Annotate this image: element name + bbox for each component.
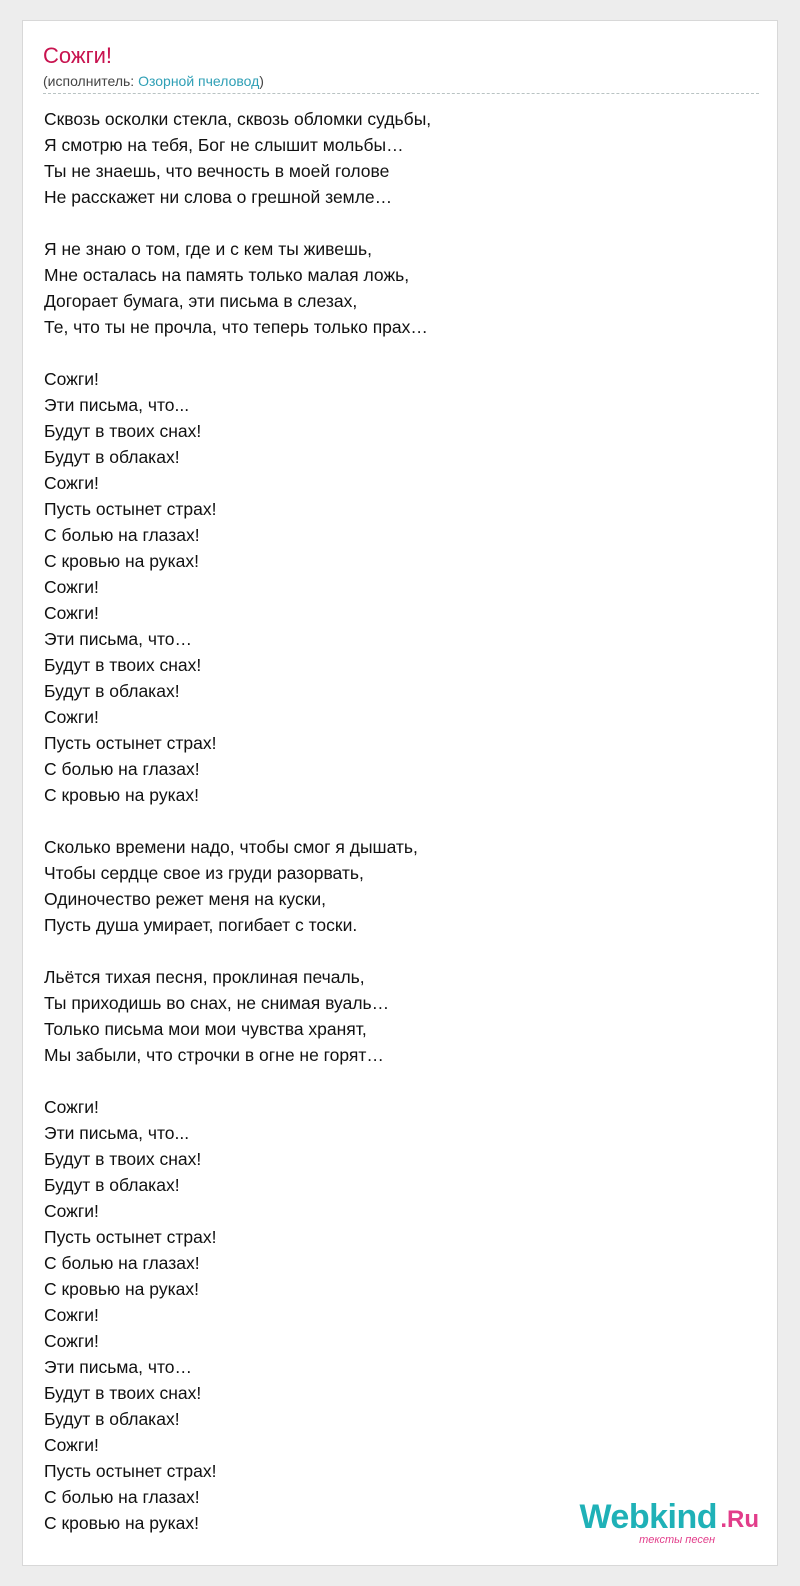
lyric-line: Будут в твоих снах! xyxy=(44,655,202,675)
stanza xyxy=(44,366,757,808)
lyric-line: Эти письма, что… xyxy=(44,629,193,649)
lyric-line: Сожги! xyxy=(44,1305,99,1325)
stanza xyxy=(44,106,757,210)
lyric-line: С кровью на руках! xyxy=(44,785,199,805)
lyric-line: Пусть остынет страх! xyxy=(44,1461,217,1481)
lyric-line: Сколько времени надо, чтобы смог я дышать, xyxy=(44,837,418,857)
lyric-line: Ты приходишь во снах, не снимая вуаль… xyxy=(44,993,390,1013)
logo-wordmark: Webkind xyxy=(579,1498,717,1536)
lyric-line: Одиночество режет меня на куски, xyxy=(44,889,327,909)
lyric-line: Пусть остынет страх! xyxy=(44,1227,217,1247)
lyric-line: Будут в облаках! xyxy=(44,1175,180,1195)
lyrics-text xyxy=(44,106,757,1562)
song-title: Сожги! xyxy=(43,43,113,68)
lyric-line: Сожги! xyxy=(44,1435,99,1455)
lyric-line: С кровью на руках! xyxy=(44,1513,199,1533)
lyric-line: Мне осталась на память только малая ложь, xyxy=(44,265,410,285)
site-logo[interactable] xyxy=(569,1497,759,1547)
lyrics-card xyxy=(22,20,778,1566)
stanza xyxy=(44,236,757,340)
lyric-line: Ты не знаешь, что вечность в моей голове xyxy=(44,161,390,181)
title-divider xyxy=(43,93,759,94)
lyric-line: Только письма мои мои чувства хранят, xyxy=(44,1019,367,1039)
lyric-line: С болью на глазах! xyxy=(44,525,200,545)
lyric-line: Сожги! xyxy=(44,1097,99,1117)
lyric-line: Те, что ты не прочла, что теперь только прах… xyxy=(44,317,428,337)
lyric-line: Будут в облаках! xyxy=(44,1409,180,1429)
lyric-line: Эти письма, что... xyxy=(44,395,190,415)
lyric-line: Будут в твоих снах! xyxy=(44,421,202,441)
stanza xyxy=(44,964,757,1068)
lyric-line: С кровью на руках! xyxy=(44,1279,199,1299)
lyric-line: Эти письма, что… xyxy=(44,1357,193,1377)
lyric-line: Догорает бумага, эти письма в слезах, xyxy=(44,291,358,311)
lyric-line: Пусть душа умирает, погибает с тоски. xyxy=(44,915,358,935)
lyric-line: Я смотрю на тебя, Бог не слышит мольбы… xyxy=(44,135,404,155)
lyric-line: Будут в твоих снах! xyxy=(44,1383,202,1403)
lyric-line: Сожги! xyxy=(44,1201,99,1221)
lyric-line: Эти письма, что... xyxy=(44,1123,190,1143)
lyric-line: Пусть остынет страх! xyxy=(44,733,217,753)
performer-link[interactable]: Озорной пчеловод xyxy=(138,73,260,89)
lyric-line: Будут в твоих снах! xyxy=(44,1149,202,1169)
lyric-line: Льётся тихая песня, проклиная печаль, xyxy=(44,967,365,987)
logo-domain: .Ru xyxy=(720,1506,759,1533)
lyric-line: Сожги! xyxy=(44,603,99,623)
lyric-line: Чтобы сердце свое из груди разорвать, xyxy=(44,863,364,883)
lyric-line: Сожги! xyxy=(44,577,99,597)
lyric-line: Я не знаю о том, где и с кем ты живешь, xyxy=(44,239,372,259)
stanza xyxy=(44,834,757,938)
lyric-line: Сквозь осколки стекла, сквозь обломки судьбы, xyxy=(44,109,432,129)
lyric-line: Сожги! xyxy=(44,1331,99,1351)
lyric-line: Пусть остынет страх! xyxy=(44,499,217,519)
lyric-line: Сожги! xyxy=(44,707,99,727)
lyric-line: Будут в облаках! xyxy=(44,447,180,467)
performer-prefix: (исполнитель: xyxy=(43,73,139,89)
lyric-line: Сожги! xyxy=(44,369,99,389)
lyric-line: Будут в облаках! xyxy=(44,681,180,701)
lyric-line: С болью на глазах! xyxy=(44,1253,200,1273)
performer-line xyxy=(43,72,264,90)
performer-suffix: ) xyxy=(259,73,264,89)
lyric-line: С кровью на руках! xyxy=(44,551,199,571)
lyric-line: Сожги! xyxy=(44,473,99,493)
lyric-line: С болью на глазах! xyxy=(44,759,200,779)
lyric-line: С болью на глазах! xyxy=(44,1487,200,1507)
lyric-line: Не расскажет ни слова о грешной земле… xyxy=(44,187,393,207)
lyric-line: Мы забыли, что строчки в огне не горят… xyxy=(44,1045,384,1065)
logo-subtitle: тексты песен xyxy=(639,1534,715,1546)
stanza xyxy=(44,1094,757,1536)
